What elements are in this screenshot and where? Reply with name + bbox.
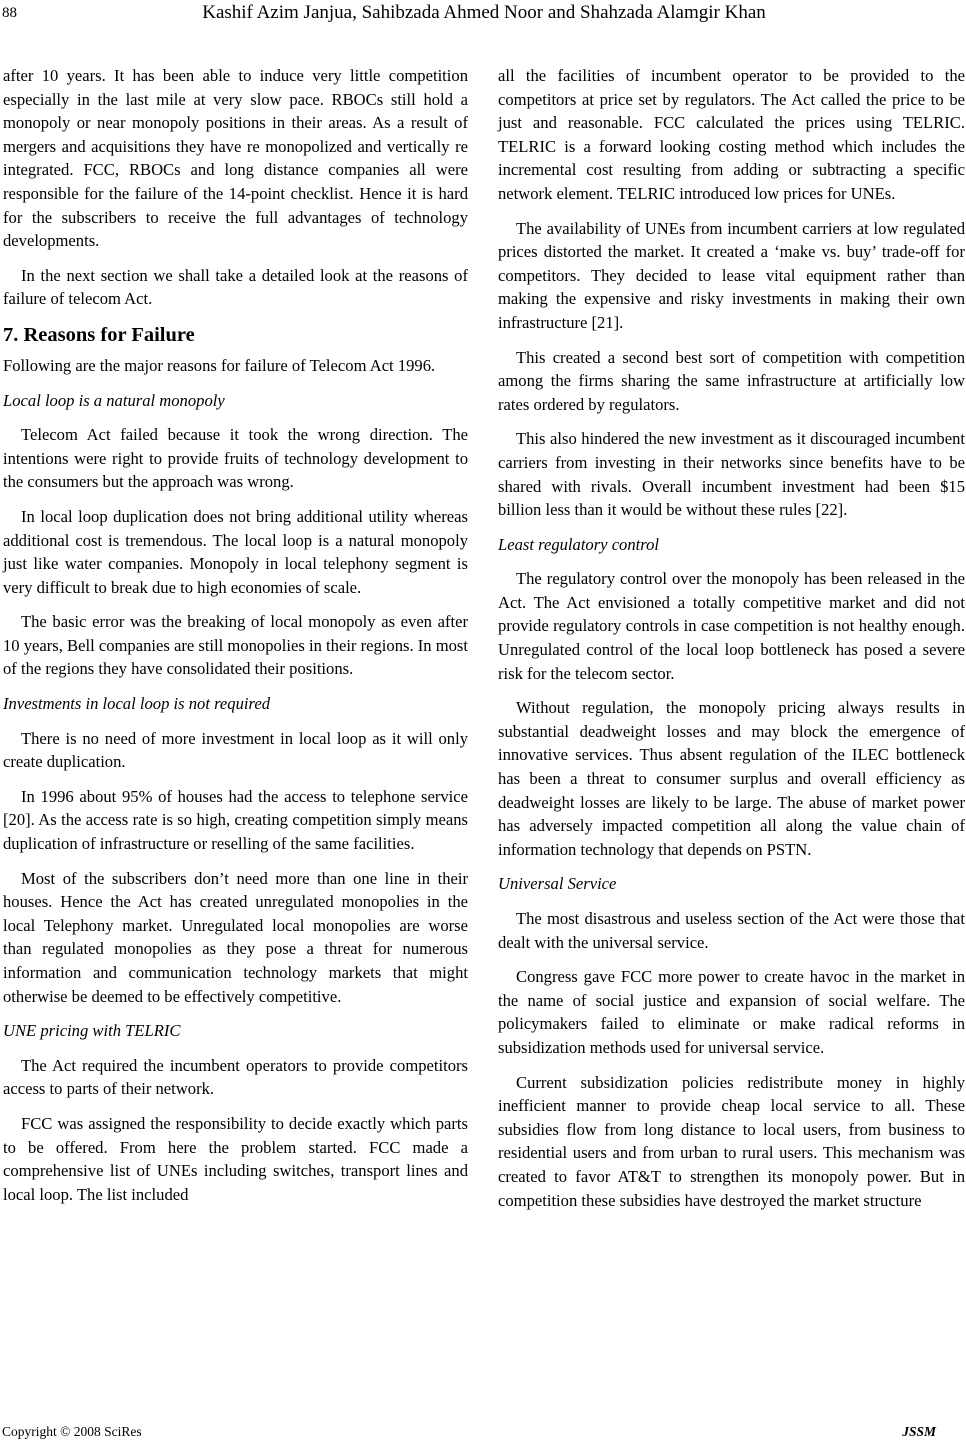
paragraph: In local loop duplication does not bring additional utility whereas additional cost is tremendous. The local loop is a natural monopoly just like water companies. Monopoly in local telephony segment is very difficult to break due to high economies of scale. xyxy=(3,506,468,597)
paragraph: all the facilities of incumbent operator to be provided to the competitors at price set by regulators. The Act called the price to be just and reasonable. FCC calculated the prices using TELRIC. TELRIC is a forward looking costing method which includes the incremental cost resulting from adding or subtracting a specific network element. TELRIC introduced low prices for UNEs. xyxy=(498,66,965,203)
subsection-heading: UNE pricing with TELRIC xyxy=(3,1021,181,1041)
page-number: 88 xyxy=(2,4,17,21)
paragraph: Most of the subscribers don’t need more than one line in their houses. Hence the Act has created unregulated monopolies in the local Telephony market. Unregulated local monopolies are worse than regulated monopolies as they pose a threat for numerous information and communication technology markets that might otherwise be deemed to be effectively competitive. xyxy=(3,868,468,1006)
paragraph: This also hindered the new investment as it discouraged incumbent carriers from investing in their networks since benefits have to be shared with rivals. Overall incumbent investment had been $15 billion less than it would be without these rules [22]. xyxy=(498,429,965,520)
paragraph: In 1996 about 95% of houses had the access to telephone service [20]. As the access rate is so high, creating competition simply means duplication of infrastructure or reselling of the same facilities. xyxy=(3,786,468,854)
paragraph: Current subsidization policies redistribute money in highly inefficient manner to provide cheap local service to all. These subsidies flow from long distance to local users, from business to residential users and from urban to rural users. This mechanism was created to favor AT&T to strengthen its monopoly power. But in competition these subsidies have destroyed the market structure xyxy=(498,1072,965,1210)
paragraph: There is no need of more investment in local loop as it will only create duplication. xyxy=(3,728,468,772)
subsection-heading: Least regulatory control xyxy=(498,534,660,554)
paragraph: The basic error was the breaking of local monopoly as even after 10 years, Bell companies are still monopolies in their regions. In most of the regions they have consolidated their positions. xyxy=(3,612,468,679)
paragraph: FCC was assigned the responsibility to decide exactly which parts to be offered. From here the problem started. FCC made a comprehensive list of UNEs including switches, transport lines and local loop. The list included xyxy=(3,1113,468,1204)
subsection-heading: Universal Service xyxy=(498,874,617,894)
right-column xyxy=(498,64,965,1223)
paragraph: The availability of UNEs from incumbent carriers at low regulated prices distorted the market. It created a ‘make vs. buy’ trade-off for competitors. They decided to lease vital equipment rather than making the expensive and risky investments in making their own infrastructure [21]. xyxy=(498,218,965,332)
paragraph: Following are the major reasons for failure of Telecom Act 1996. xyxy=(3,355,436,375)
paragraph: The regulatory control over the monopoly has been released in the Act. The Act envisioned a totally competitive market and did not provide regulatory controls in case competition is not healthy enough. Unregulated control of the local loop bottleneck has posed a severe risk for the telecom sector. xyxy=(498,569,965,683)
page-footer xyxy=(2,1424,936,1442)
paragraph: Without regulation, the monopoly pricing always results in substantial deadweight losses and may block the emergence of innovative services. Thus absent regulation of the ILEC bottleneck has been a threat to consumer surplus and overall efficiency as deadweight losses are likely to be large. The abuse of market power has adversely impacted competition all along the value chain of information technology that depends on PSTN. xyxy=(498,698,965,859)
copyright-notice: Copyright © 2008 SciRes xyxy=(2,1424,142,1439)
paragraph: In the next section we shall take a detailed look at the reasons of failure of telecom Act. xyxy=(3,265,468,309)
section-heading: 7. Reasons for Failure xyxy=(3,323,195,346)
page-header xyxy=(2,0,966,26)
paragraph: Congress gave FCC more power to create havoc in the market in the name of social justice and expansion of social welfare. The policymakers failed to eliminate or make radical reforms in subsidization methods used for universal service. xyxy=(498,967,965,1057)
running-head-authors: Kashif Azim Janjua, Sahibzada Ahmed Noor and Shahzada Alamgir Khan xyxy=(202,2,766,23)
paragraph: Telecom Act failed because it took the wrong direction. The intentions were right to provide fruits of technology development to the consumers but the approach was wrong. xyxy=(3,425,468,492)
paragraph: The Act required the incumbent operators to provide competitors access to parts of their network. xyxy=(3,1055,468,1099)
journal-name: JSSM xyxy=(902,1424,936,1439)
paragraph: This created a second best sort of competition with competition among the firms sharing the same infrastructure at artificially low rates ordered by regulators. xyxy=(498,347,965,414)
subsection-heading: Investments in local loop is not required xyxy=(3,694,270,714)
paragraph: after 10 years. It has been able to induce very little competition especially in the last mile at very slow pace. RBOCs still hold a monopoly or near monopoly positions in their areas. As a result of mergers and acquisitions they have re monopolized and vertically re integrated. FCC, RBOCs and long distance companies all were responsible for the failure of the 14-point checklist. Hence it is hard for the subscribers to receive the full advantages of technology developments. xyxy=(3,66,468,251)
paragraph: The most disastrous and useless section of the Act were those that dealt with the universal service. xyxy=(498,909,965,952)
left-column xyxy=(3,64,468,1217)
subsection-heading: Local loop is a natural monopoly xyxy=(3,390,225,410)
